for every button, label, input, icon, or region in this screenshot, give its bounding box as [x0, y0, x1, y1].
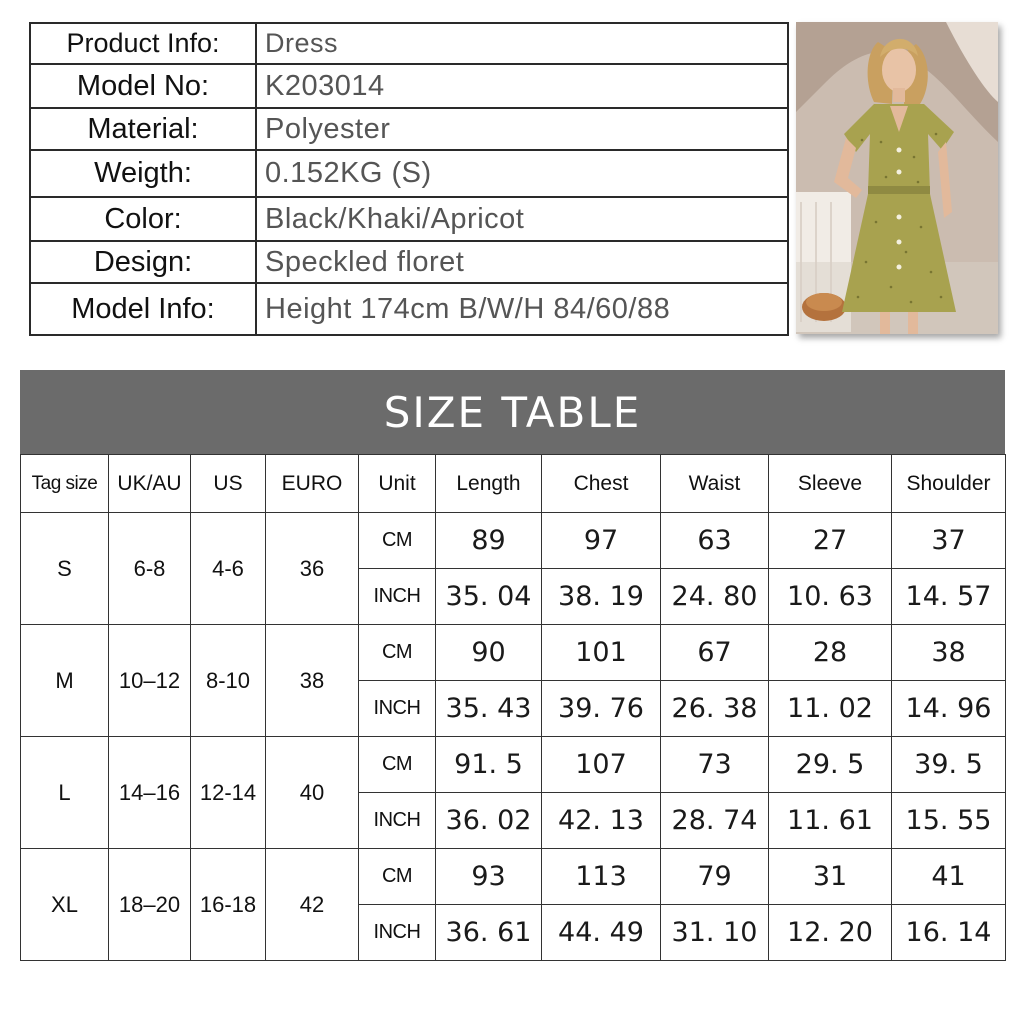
size-row [21, 849, 1006, 905]
measurement-cell: 27 [769, 513, 892, 569]
measurement-cell: 79 [661, 849, 769, 905]
measurement-cell: 29. 5 [769, 737, 892, 793]
measurement-cell: 97 [542, 513, 661, 569]
info-row-model-info [30, 283, 788, 335]
info-row-weight [30, 150, 788, 197]
size-table [20, 454, 1006, 961]
measurement-cell: 14. 96 [892, 681, 1006, 737]
euro-cell: 38 [266, 625, 359, 737]
info-value: 0.152KG (S) [256, 150, 788, 197]
unit-cell: CM [359, 625, 436, 681]
col-header-waist: Waist [661, 455, 769, 513]
measurement-cell: 24. 80 [661, 569, 769, 625]
col-header-uk-au: UK/AU [109, 455, 191, 513]
measurement-cell: 36. 61 [436, 905, 542, 961]
measurement-cell: 41 [892, 849, 1006, 905]
measurement-cell: 113 [542, 849, 661, 905]
tag-size-cell: L [21, 737, 109, 849]
measurement-cell: 35. 04 [436, 569, 542, 625]
measurement-cell: 90 [436, 625, 542, 681]
measurement-cell: 12. 20 [769, 905, 892, 961]
col-header-tag-size: Tag size [21, 455, 109, 513]
us-cell: 8-10 [191, 625, 266, 737]
product-info-table [29, 22, 789, 336]
measurement-cell: 73 [661, 737, 769, 793]
info-label: Color: [30, 197, 256, 241]
measurement-cell: 44. 49 [542, 905, 661, 961]
measurement-cell: 11. 61 [769, 793, 892, 849]
measurement-cell: 38. 19 [542, 569, 661, 625]
col-header-euro: EURO [266, 455, 359, 513]
col-header-length: Length [436, 455, 542, 513]
measurement-cell: 101 [542, 625, 661, 681]
measurement-cell: 39. 5 [892, 737, 1006, 793]
info-value: Polyester [256, 108, 788, 150]
unit-cell: INCH [359, 793, 436, 849]
size-row [21, 513, 1006, 569]
unit-cell: INCH [359, 569, 436, 625]
measurement-cell: 11. 02 [769, 681, 892, 737]
col-header-chest: Chest [542, 455, 661, 513]
us-cell: 12-14 [191, 737, 266, 849]
col-header-us: US [191, 455, 266, 513]
measurement-cell: 37 [892, 513, 1006, 569]
measurement-cell: 63 [661, 513, 769, 569]
unit-cell: INCH [359, 905, 436, 961]
unit-cell: CM [359, 513, 436, 569]
uk-au-cell: 6-8 [109, 513, 191, 625]
tag-size-cell: M [21, 625, 109, 737]
info-row-material [30, 108, 788, 150]
measurement-cell: 107 [542, 737, 661, 793]
uk-au-cell: 10–12 [109, 625, 191, 737]
info-label: Model Info: [30, 283, 256, 335]
info-value: Height 174cm B/W/H 84/60/88 [256, 283, 788, 335]
measurement-cell: 91. 5 [436, 737, 542, 793]
size-row [21, 625, 1006, 681]
size-table-title: SIZE TABLE [20, 370, 1005, 454]
unit-cell: CM [359, 737, 436, 793]
measurement-cell: 31 [769, 849, 892, 905]
measurement-cell: 10. 63 [769, 569, 892, 625]
euro-cell: 40 [266, 737, 359, 849]
size-table-body [21, 513, 1006, 961]
measurement-cell: 14. 57 [892, 569, 1006, 625]
info-value: K203014 [256, 64, 788, 108]
model-photo [796, 22, 998, 334]
model-illustration [796, 22, 998, 334]
size-row [21, 737, 1006, 793]
measurement-cell: 28. 74 [661, 793, 769, 849]
info-value: Speckled floret [256, 241, 788, 283]
info-label: Product Info: [30, 23, 256, 64]
us-cell: 4-6 [191, 513, 266, 625]
measurement-cell: 89 [436, 513, 542, 569]
measurement-cell: 67 [661, 625, 769, 681]
measurement-cell: 36. 02 [436, 793, 542, 849]
tag-size-cell: XL [21, 849, 109, 961]
measurement-cell: 26. 38 [661, 681, 769, 737]
measurement-cell: 38 [892, 625, 1006, 681]
info-label: Material: [30, 108, 256, 150]
size-table-header-row [21, 455, 1006, 513]
measurement-cell: 35. 43 [436, 681, 542, 737]
col-header-sleeve: Sleeve [769, 455, 892, 513]
info-row-color [30, 197, 788, 241]
info-row-design [30, 241, 788, 283]
info-value: Black/Khaki/Apricot [256, 197, 788, 241]
col-header-shoulder: Shoulder [892, 455, 1006, 513]
euro-cell: 36 [266, 513, 359, 625]
col-header-unit: Unit [359, 455, 436, 513]
measurement-cell: 42. 13 [542, 793, 661, 849]
info-label: Design: [30, 241, 256, 283]
uk-au-cell: 14–16 [109, 737, 191, 849]
info-row-model-no [30, 64, 788, 108]
info-label: Model No: [30, 64, 256, 108]
measurement-cell: 28 [769, 625, 892, 681]
measurement-cell: 16. 14 [892, 905, 1006, 961]
info-row-product [30, 23, 788, 64]
measurement-cell: 15. 55 [892, 793, 1006, 849]
tag-size-cell: S [21, 513, 109, 625]
info-value: Dress [256, 23, 788, 64]
unit-cell: CM [359, 849, 436, 905]
us-cell: 16-18 [191, 849, 266, 961]
uk-au-cell: 18–20 [109, 849, 191, 961]
info-label: Weigth: [30, 150, 256, 197]
measurement-cell: 93 [436, 849, 542, 905]
measurement-cell: 31. 10 [661, 905, 769, 961]
euro-cell: 42 [266, 849, 359, 961]
measurement-cell: 39. 76 [542, 681, 661, 737]
unit-cell: INCH [359, 681, 436, 737]
